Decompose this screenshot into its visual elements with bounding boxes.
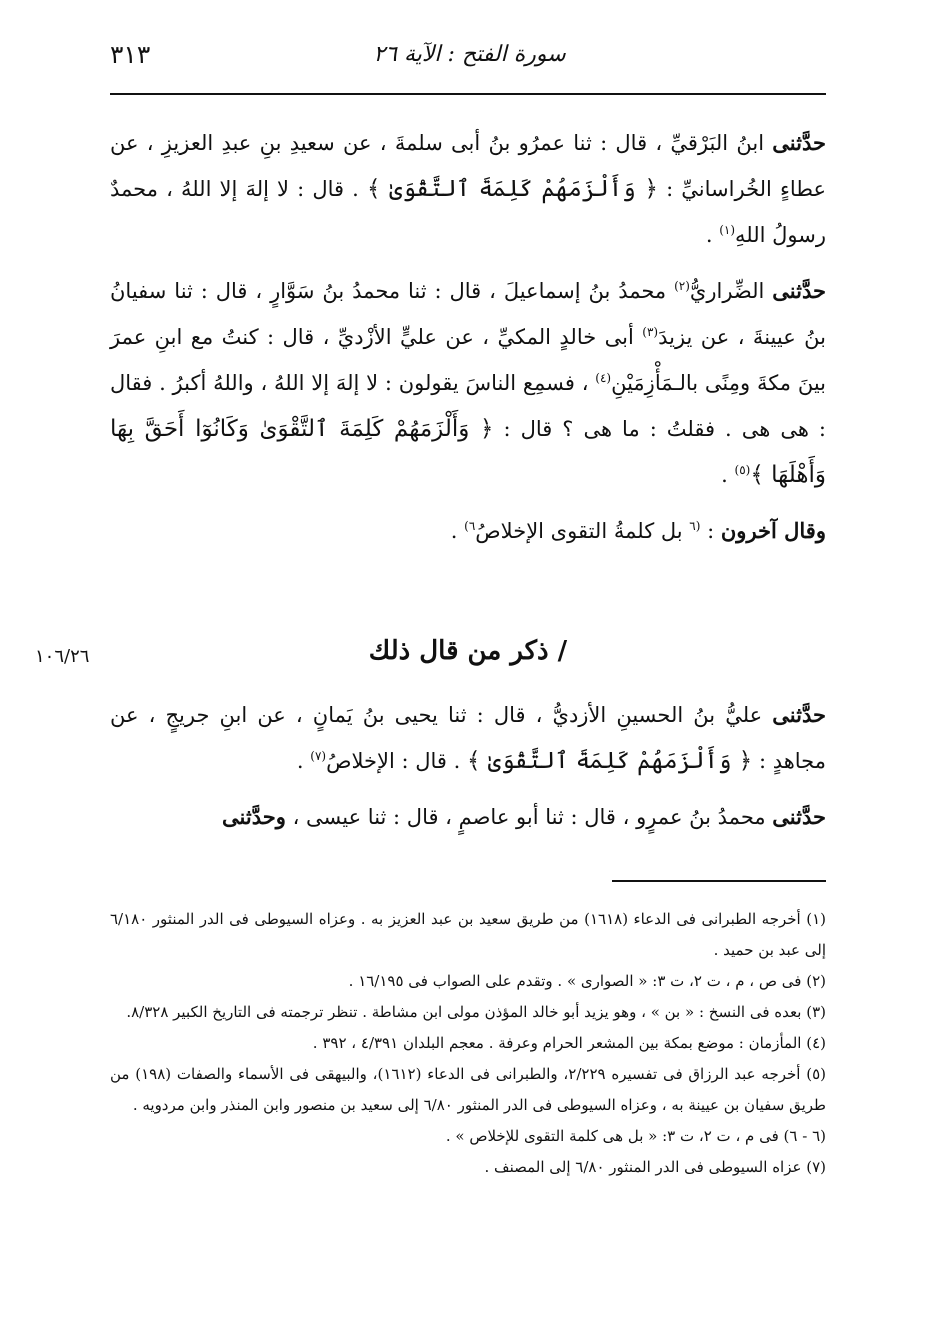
paragraph-text: ، فسمِع الناسَ يقولون : لا إلهَ إلا اللهُ ، واللهُ أكبرُ . فقال : هى هى . فقلتُ : ما هى ؟ قال :	[110, 371, 826, 441]
quran-quote: ﴿ وَأَلْزَمَهُمْ كَلِمَةَ ٱلتَّقْوَىٰ وَكَانُوٓا أَحَقَّ بِهَا وَأَهْلَهَا ﴾	[110, 416, 826, 488]
footnote-marker: ٦)	[464, 519, 476, 533]
paragraph-text: محمدُ بنُ عمرٍو ، قال : ثنا أبو عاصمٍ ، قال : ثنا عيسى ،	[285, 805, 773, 829]
paragraph-3	[110, 508, 826, 554]
footnote-marker: (٦	[689, 519, 701, 533]
paragraph-lead: حدَّثنى	[772, 804, 826, 829]
paragraph-text: أبى خالدٍ المكيِّ ، عن عليٍّ الأزْديِّ ، قال : كنتُ مع ابنِ عمرَ بينَ مكةَ ومِنًى بالـمَأْزِمَيْنِ	[110, 325, 826, 395]
margin-reference: ١٠٦/٢٦	[35, 646, 90, 667]
header-rule	[110, 93, 826, 95]
paragraph-lead: حدَّثنى	[772, 130, 826, 155]
footnote-marker: (٣)	[642, 325, 659, 339]
section-heading	[35, 636, 826, 684]
footnote-marker: (٤)	[595, 371, 612, 385]
paragraph-tail: .	[705, 223, 720, 247]
page-header	[110, 40, 829, 80]
main-text	[110, 120, 826, 564]
footnote-marker: (٥)	[734, 463, 751, 477]
running-title: سورة الفتح : الآية ٢٦	[373, 42, 566, 67]
page-number: ٣١٣	[110, 40, 151, 69]
paragraph-lead: حدَّثنى	[772, 278, 826, 303]
main-text-continued	[110, 692, 826, 850]
quran-quote: ﴿ وَأَلْزَمَهُمْ كَلِمَةَ ٱلتَّقْوَىٰ ﴾	[366, 176, 658, 202]
footnote-marker: (١)	[719, 223, 736, 237]
paragraph-5	[110, 794, 826, 840]
footnote-7: (٧) عزاه السيوطى فى الدر المنثور ٦/٨٠ إلى المصنف .	[484, 1158, 826, 1176]
paragraph-text: بل كلمةُ التقوى الإخلاصُ	[475, 519, 690, 543]
paragraph-text: :	[700, 519, 721, 543]
paragraph-tail: .	[296, 749, 311, 773]
section-title: / ذكر من قال ذلك	[368, 636, 568, 666]
paragraph-tail: .	[450, 519, 465, 543]
footnote-marker: (٢)	[674, 279, 690, 293]
footnote-2: (٢) فى ص ، م ، ت ٢، ت ٣: « الصوارى » . وتقدم على الصواب فى ١٦/١٩٥ .	[348, 972, 826, 990]
paragraph-text: ابنُ البَرْقيِّ ، قال : ثنا عمرُو بنُ أبى سلمةَ ، عن سعيدِ بنِ عبدِ العزيزِ ، عن عطاءٍ الخُراسانيِّ :	[110, 131, 826, 201]
footnote-3: (٣) بعده فى النسخ : « بن » ، وهو يزيد أبو خالد المؤذن مولى ابن مشاطة . تنظر ترجمته فى التاريخ الكبير ٨/٣٢٨.	[126, 1003, 826, 1021]
footnote-6: (٦ - ٦) فى م ، ت ٢، ت ٣: « بل هى كلمة التقوى للإخلاص » .	[445, 1127, 826, 1145]
footnote-1: (١) أخرجه الطبرانى فى الدعاء (١٦١٨) من طريق سعيد بن عبد العزيز به . وعزاه السيوطى فى الدر المنثور ٦/١٨٠ إلى عبد بن حميد .	[110, 910, 827, 959]
paragraph-text: الضِّراريُّ	[689, 279, 773, 303]
paragraph-text: . قال : لا إلهَ إلا اللهُ ، محمدٌ رسولُ اللهِ	[110, 177, 826, 247]
paragraph-2	[110, 268, 826, 498]
footnote-marker: (٧)	[310, 749, 327, 763]
paragraph-4	[110, 692, 826, 784]
paragraph-text: عليُّ بنُ الحسينِ الأزديُّ ، قال : ثنا يحيى بنُ يَمانٍ ، عن ابنِ جريجٍ ، عن مجاهدٍ :	[110, 703, 826, 773]
paragraph-tail: .	[721, 463, 735, 487]
paragraph-lead: وحدَّثنى	[222, 804, 286, 829]
paragraph-text: . قال : الإخلاصُ	[326, 749, 467, 773]
paragraph-1	[110, 120, 826, 258]
footnote-4: (٤) المأزمان : موضع بمكة بين المشعر الحرام وعرفة . معجم البلدان ٤/٣٩١ ، ٣٩٢ .	[312, 1034, 826, 1052]
paragraph-text: محمدُ بنُ إسماعيلَ ، قال : ثنا محمدُ بنُ سَوَّارٍ ، قال : ثنا سفيانُ بنُ عيينةَ ، عن يزيدَ	[110, 279, 826, 349]
footnote-5: (٥) أخرجه عبد الرزاق فى تفسيره ٢/٢٢٩، والطبرانى فى الدعاء (١٦١٢)، والبيهقى فى الأسماء والصفات (١٩٨) من طريق سفيان بن عيينة به ، وعزاه السيوطى فى الدر المنثور ٦/٨٠ إلى سعيد بن منصور وابن المنذر وابن مردويه .	[110, 1065, 827, 1114]
paragraph-lead: حدَّثنى	[772, 702, 826, 727]
footnotes	[110, 904, 826, 1183]
footnote-rule	[612, 880, 826, 882]
paragraph-lead: وقال آخرون	[720, 518, 826, 543]
quran-quote: ﴿ وَأَلْزَمَهُمْ كَلِمَةَ ٱلتَّقْوَىٰ ﴾	[466, 748, 753, 774]
